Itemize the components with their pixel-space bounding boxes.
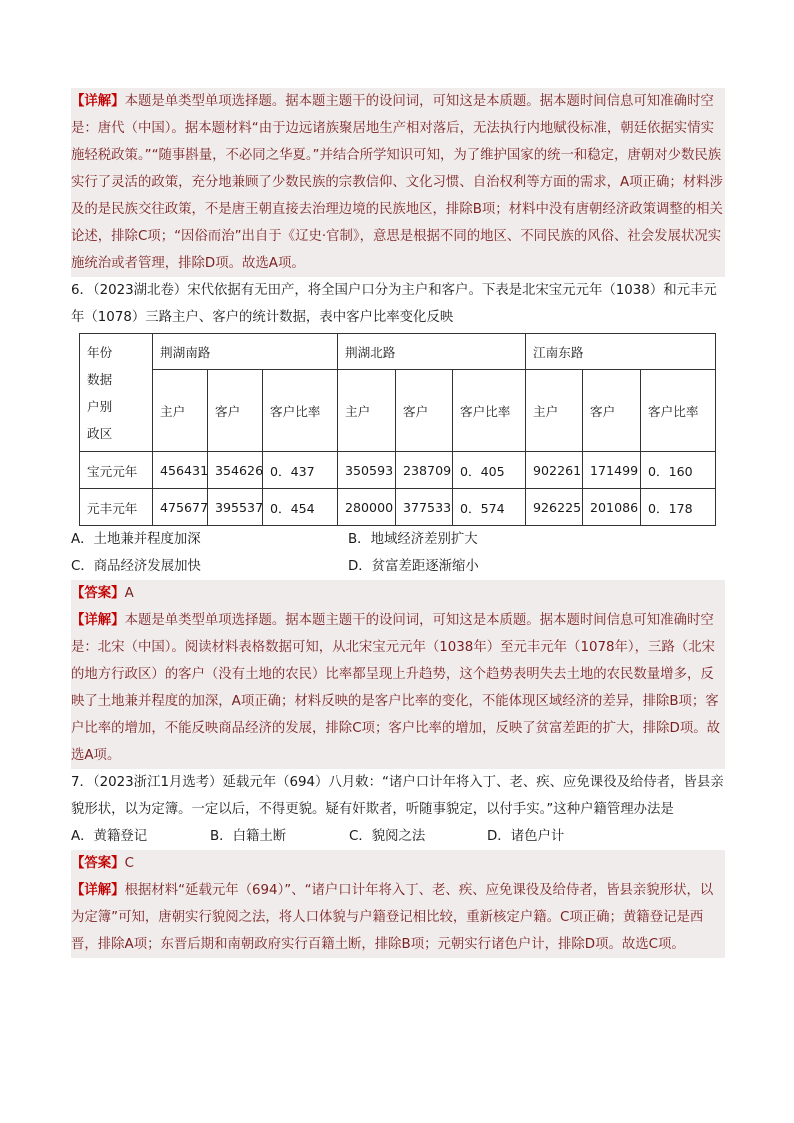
column-header: 主户 xyxy=(526,370,583,452)
table-cell: 0．178 xyxy=(641,489,716,526)
column-header: 客户 xyxy=(396,370,453,452)
column-header: 主户 xyxy=(153,370,208,452)
option-d: D．贫富差距逐渐缩小 xyxy=(348,559,479,574)
table-cell: 238709 xyxy=(396,452,453,489)
detail-paragraph xyxy=(71,88,725,277)
region-header: 荆湖北路 xyxy=(338,334,526,370)
region-header: 江南东路 xyxy=(526,334,716,370)
detail-tag: 【详解】 xyxy=(71,883,125,898)
detail-text: 根据材料“延载元年（694）”、“诸户口计年将入丁、老、疾、应免课役及给侍者，皆县亲貌形状，以为定簿”可知，唐朝实行貌阅之法，将人口体貌与户籍登记相比较，重新核定户籍。C项正确；黄籍登记是西晋，排除A项；东晋后期和南朝政府实行百籍土断，排除B项；元朝实行诸色户计，排除D项。故选C项。 xyxy=(71,883,714,952)
answer-value: A xyxy=(124,586,134,601)
table-cell: 926225 xyxy=(526,489,583,526)
detail-text: 本题是单类型单项选择题。据本题主题干的设问词，可知这是本质题。据本题时间信息可知准确时空是：唐代（中国）。据本题材料“由于边远诸族聚居地生产相对落后，无法执行内地赋役标准，朝廷依据实情实施轻税政策。”“随事斟量，不必同之华夏。”并结合所学知识可知，为了维护国家的统一和稳定，唐朝对少数民族实行了灵活的政策，充分地兼顾了少数民族的宗教信仰、文化习惯、自治权利等方面的需求，A项正确；材料涉及的是民族交往政策，不是唐王朝直接去治理边境的民族地区，排除B项；材料中没有唐朝经济政策调整的相关论述，排除C项；“因俗而治”出自于《辽史·官制》，意思是根据不同的地区、不同民族的风俗、社会发展状况实施统治或者管理，排除D项。故选A项。 xyxy=(71,94,723,271)
option-c: C．貌阅之法 xyxy=(349,829,426,844)
answer-paragraph xyxy=(71,580,725,607)
table-cell: 475677 xyxy=(153,489,208,526)
table-corner-cell xyxy=(80,334,153,452)
question-6-options-row1 xyxy=(71,526,725,553)
table-cell: 0．405 xyxy=(453,452,526,489)
column-header: 主户 xyxy=(338,370,396,452)
option-b: B．地域经济差别扩大 xyxy=(348,532,478,547)
table-row xyxy=(80,489,716,526)
detail-tag: 【详解】 xyxy=(71,613,125,628)
table-cell: 354626 xyxy=(208,452,263,489)
answer-block-q7 xyxy=(71,850,725,958)
answer-tag: 【答案】 xyxy=(71,586,125,601)
question-7-stem: 7．（2023浙江1月选考）延载元年（694）八月敕：“诸户口计年将入丁、老、疾、应免课役及给侍者，皆县亲貌形状，以为定簿。一定以后，不得更貌。疑有奸欺者，听随事貌定，以付手实。”这种户籍管理办法是 xyxy=(71,775,724,817)
table-cell: 0．454 xyxy=(263,489,338,526)
option-a: A．黄籍登记 xyxy=(71,829,148,844)
detail-paragraph xyxy=(71,607,725,769)
table-cell: 280000 xyxy=(338,489,396,526)
corner-label-region: 政区 xyxy=(87,425,113,441)
detail-tag: 【详解】 xyxy=(71,94,125,109)
table-row xyxy=(80,452,716,489)
household-table xyxy=(79,333,716,526)
corner-label-data: 数据 xyxy=(87,371,113,387)
corner-label-year: 年份 xyxy=(87,344,113,360)
column-header: 客户 xyxy=(208,370,263,452)
question-6-stem: 6．（2023湖北卷）宋代依据有无田产，将全国户口分为主户和客户。下表是北宋宝元元年（1038）和元丰元年（1078）三路主户、客户的统计数据，表中客户比率变化反映 xyxy=(71,283,717,325)
table-cell: 0．160 xyxy=(641,452,716,489)
option-d: D．诸色户计 xyxy=(487,829,565,844)
document-page xyxy=(71,88,725,958)
question-7-options xyxy=(71,823,725,850)
corner-label-household: 户别 xyxy=(87,398,113,414)
detail-text: 本题是单类型单项选择题。据本题主题干的设问词，可知这是本质题。据本题时间信息可知准确时空是：北宋（中国）。阅读材料表格数据可知，从北宋宝元元年（1038年）至元丰元年（1078年），三路（北宋的地方行政区）的客户（没有土地的农民）比率都呈现上升趋势，这个趋势表明失去土地的农民数量增多，反映了土地兼并程度的加深，A项正确；材料反映的是客户比率的变化，不能体现区域经济的差异，排除B项；客户比率的增加，不能反映商品经济的发展，排除C项；客户比率的增加，反映了贫富差距的扩大，排除D项。故选A项。 xyxy=(71,613,721,763)
option-b: B．白籍土断 xyxy=(210,829,287,844)
question-6-options-row2 xyxy=(71,553,725,580)
table-cell: 201086 xyxy=(583,489,641,526)
row-label: 宝元元年 xyxy=(80,452,153,489)
option-c: C．商品经济发展加快 xyxy=(71,559,201,574)
row-label: 元丰元年 xyxy=(80,489,153,526)
region-header: 荆湖南路 xyxy=(153,334,338,370)
answer-paragraph xyxy=(71,850,725,877)
answer-tag: 【答案】 xyxy=(71,856,125,871)
detail-block-q5 xyxy=(71,88,725,277)
option-a: A．土地兼并程度加深 xyxy=(71,532,201,547)
answer-block-q6 xyxy=(71,580,725,769)
column-header: 客户比率 xyxy=(263,370,338,452)
table-cell: 171499 xyxy=(583,452,641,489)
table-cell: 350593 xyxy=(338,452,396,489)
table-cell: 395537 xyxy=(208,489,263,526)
table-cell: 902261 xyxy=(526,452,583,489)
table-cell: 456431 xyxy=(153,452,208,489)
detail-paragraph xyxy=(71,877,725,958)
table-cell: 0．437 xyxy=(263,452,338,489)
column-header: 客户 xyxy=(583,370,641,452)
table-cell: 377533 xyxy=(396,489,453,526)
column-header: 客户比率 xyxy=(453,370,526,452)
table-cell: 0．574 xyxy=(453,489,526,526)
column-header: 客户比率 xyxy=(641,370,716,452)
answer-value: C xyxy=(124,856,134,871)
